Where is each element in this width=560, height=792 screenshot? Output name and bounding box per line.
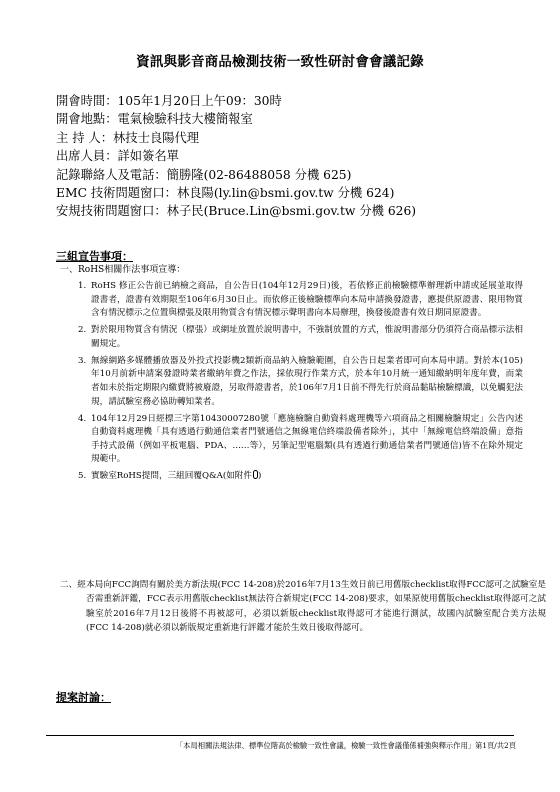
meeting-time: 開會時間：105年1月20日上午09：30時 (56, 94, 282, 108)
list-item-number: 2. (78, 325, 87, 336)
list-item-text: 對於限用物質含有情況（標張）或網址放置於說明書中，不強制放置的方式，惟說明書部分仍須符合商品標示法相關規定。 (91, 325, 523, 349)
list-item (78, 324, 523, 351)
list-item (78, 470, 523, 484)
list-item-text: RoHS 修正公告前已納檢之商品，自公告日(104年12月29日)後，若依修正前檢驗標準辦理新申請或延展並取得證書者，證書有效期限至106年6月30日止。而依修正後檢驗標準向本局申請換發證書，應提供原證書、限用物質含有情況標示之位置與標張及限用物質含有情況標示聲明書向本局辦理，換發後證書有效日期同原證書。 (91, 281, 523, 319)
list-item-number: 1. (78, 281, 87, 291)
footer-divider (46, 735, 514, 736)
page-footer: 「本局相關法規法律、標準位階高於檢驗一致性會議，檢驗一致性會議僅係補強與釋示作用」第1頁/共2頁 (175, 741, 516, 750)
meeting-chair: 主 持 人：林技士良陽代理 (56, 130, 200, 145)
fcc-item: 二、經本局向FCC詢問有關於美方新法規(FCC 14-208)於2016年7月13生效日前已用舊版checklist取得FCC認可之試驗室是否需重新評鑑，FCC表示用舊版checklist無法符合新規定(FCC 14-208)要求，如果原使用舊版checklist取得認可之試驗室於2016年7月12日後將不再被認可，必須以新版checklist取得認可才能進行測試，故國內試驗室配合美方法規(FCC 14-208)就必須以新版規定重新進行評鑑才能於生效日後取得認可。 (60, 580, 546, 634)
meeting-attendees: 出席人員：詳如簽名單 (56, 149, 179, 164)
safety-contact: 安規技術問題窗口：林子民(Bruce.Lin@bsmi.gov.tw 分機 626) (56, 204, 417, 219)
list-item (78, 280, 523, 321)
list-item-text: 無線網路多媒體播放器及外投式投影機2類新商品納入檢驗範圍，自公告日起業者即可向本局申請。對於本(105)年10月前新申請案發證時業者繳納年費之作法，採依現行作業方式，於本年10月統一通知繳納明年度年費，而業者如未於指定期限內繳費將被廢證，另取得證書者，於106年7月1日前不得先行於商品黏貼檢驗標識，以免觸犯法規，請試驗室務必協助轉知業者。 (91, 355, 523, 407)
list-item-text: 實驗室RoHS提問，三組回覆Q&A(如附件 (91, 471, 252, 482)
announcements-heading: 三組宣告事項： (56, 250, 133, 263)
list-item (78, 355, 523, 409)
rohs-subitems-list (78, 280, 523, 488)
list-item-number: 3. (78, 355, 87, 366)
list-item (78, 413, 523, 467)
rohs-item-heading: 一、RoHS相關作法事項宣導： (60, 265, 186, 275)
list-item-number: 5. (78, 471, 87, 482)
list-item-text-tail: ) (258, 471, 262, 482)
list-item-number: 4. (78, 413, 87, 424)
emc-contact: EMC 技術問題窗口：林良陽(ly.lin@bsmi.gov.tw 分機 624) (56, 186, 395, 201)
meeting-location: 開會地點：電氣檢驗科技大樓簡報室 (56, 112, 253, 127)
page-title: 資訊與影音商品檢測技術一致性研討會會議記錄 (136, 54, 424, 70)
recorder-contact: 記錄聯絡人及電話：簡勝隆(02-86488058 分機 625) (56, 167, 352, 182)
meeting-info (56, 92, 526, 221)
discussion-heading: 提案討論： (56, 691, 111, 704)
list-item-text: 104年12月29日經標三字第10430007280號「應施檢驗自動資料處理機等六項商品之相關檢驗規定」公告內述自動資料處理機「具有透過行動通信業者門號通信之無線電信終端設備者除外」，其中「無線電信終端設備」意指手持式設備（例如平板電腦、PDA、……等），另筆記型電腦類(具有透過行動通信業者門號通信)皆不在除外規定規範中。 (91, 413, 523, 465)
